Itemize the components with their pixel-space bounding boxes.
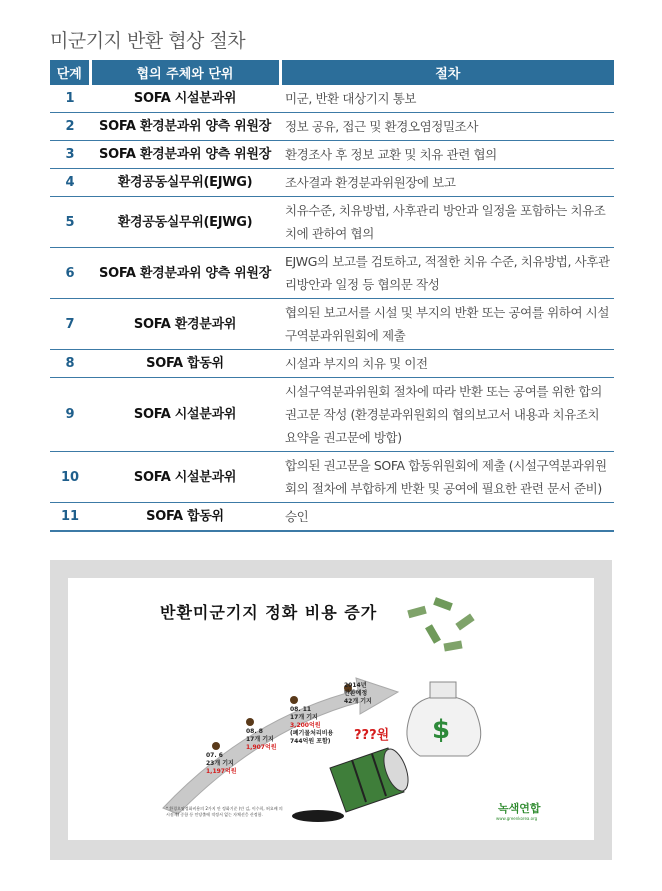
step-number: 3 [50,141,90,169]
table-row [50,248,614,299]
procedure-text: 치유수준, 치유방법, 사후관리 방안과 일정을 포함하는 치유조치에 관하여 협의 [280,197,614,248]
step-number: 8 [50,350,90,378]
banknotes-icon [407,597,474,651]
green-korea-logo: 녹색연합 [498,802,541,815]
money-bag-icon [407,682,481,756]
table-row [50,169,614,197]
cost-figure [50,560,612,860]
committee-name: SOFA 환경분과위 양측 위원장 [90,141,280,169]
procedure-text: EJWG의 보고를 검토하고, 적절한 치유 수준, 치유방법, 사후관리방안과 일정 등 협의문 작성 [280,248,614,299]
committee-name: SOFA 합동위 [90,350,280,378]
committee-name: SOFA 환경분과위 [90,299,280,350]
table-row [50,299,614,350]
point-cost: 1,907억원 [246,744,277,751]
procedure-text: 시설구역분과위원회 절차에 따라 반환 또는 공여를 위한 합의 권고문 작성 (환경분과위원회의 협의보고서 내용과 치유조치 요약을 권고문에 방합) [280,378,614,452]
point-marker [290,696,298,704]
point-label-2014 [344,682,372,706]
table-row [50,350,614,378]
point-label-2008-8 [246,728,277,752]
procedure-text: 시설과 부지의 치유 및 이전 [280,350,614,378]
table-row [50,503,614,532]
table-row [50,378,614,452]
table-row [50,113,614,141]
point-count: 23개 기지 [206,760,234,767]
point-count: 반환예정 [344,690,368,697]
committee-name: 환경공동실무위(EJWG) [90,197,280,248]
committee-name: SOFA 환경분과위 양측 위원장 [90,248,280,299]
table-row [50,197,614,248]
table-row [50,85,614,113]
point-date: 08. 11 [290,706,312,713]
procedure-text: 조사결과 환경분과위원장에 보고 [280,169,614,197]
figure-title: 반환미군기지 정화 비용 증가 [160,603,378,622]
step-number: 4 [50,169,90,197]
logo-url: www.greenkorea.org [496,816,538,821]
point-note: (폐기물처리비용 [290,730,334,737]
unknown-cost: ???원 [354,728,390,743]
point-cost: 1,197억원 [206,768,237,775]
procedure-text: 정보 공유, 접근 및 환경오염정밀조사 [280,113,614,141]
table-header-row [50,60,614,85]
step-number: 10 [50,452,90,503]
step-number: 1 [50,85,90,113]
header-body: 협의 주체와 단위 [90,60,280,85]
point-date: 07. 6 [206,752,223,759]
procedure-text: 환경조사 후 정보 교환 및 치유 관련 협의 [280,141,614,169]
point-cost: 42개 기지 [344,698,372,705]
point-label-2007 [206,752,237,776]
table-row [50,452,614,503]
figure-canvas [68,578,594,840]
point-date: 2014년 [344,682,367,689]
procedure-text: 승인 [280,503,614,532]
procedure-text: 협의된 보고서를 시설 및 부지의 반환 또는 공여를 위하여 시설구역분과위원회에 제출 [280,299,614,350]
point-date: 08. 8 [246,728,263,735]
point-count: 17개 기지 [246,736,274,743]
page-title: 미군기지 반환 협상 절차 [50,30,246,52]
point-marker [212,742,220,750]
point-marker [246,718,254,726]
point-count: 17개 기지 [290,714,318,721]
oil-barrel-icon [292,746,413,822]
committee-name: SOFA 합동위 [90,503,280,532]
step-number: 5 [50,197,90,248]
header-step: 단계 [50,60,90,85]
committee-name: SOFA 시설분과위 [90,85,280,113]
procedure-text: 합의된 권고문을 SOFA 합동위원회에 제출 (시설구역분과위원회의 절차에 부합하게 반환 및 공여에 필요한 관련 문서 준비) [280,452,614,503]
step-number: 11 [50,503,90,532]
step-number: 7 [50,299,90,350]
step-number: 6 [50,248,90,299]
committee-name: SOFA 환경분과위 양측 위원장 [90,113,280,141]
svg-text:$: $ [432,715,451,745]
point-label-2008-11 [290,706,333,746]
point-cost: 3,200억원 [290,722,321,729]
procedure-table [50,60,614,532]
point-note: 744억원 포함) [290,738,331,745]
table-row [50,141,614,169]
figure-footnote: * 환경오염정화비용의 2가지 안 정화기준 (안 김, 이수희, 허요배 의 시점재) 중함 등 인당출에 적정서 없는 자체선응 산정함. [166,806,283,817]
step-number: 2 [50,113,90,141]
procedure-text: 미군, 반환 대상기지 통보 [280,85,614,113]
committee-name: SOFA 시설분과위 [90,452,280,503]
step-number: 9 [50,378,90,452]
committee-name: SOFA 시설분과위 [90,378,280,452]
header-procedure: 절차 [280,60,614,85]
committee-name: 환경공동실무위(EJWG) [90,169,280,197]
